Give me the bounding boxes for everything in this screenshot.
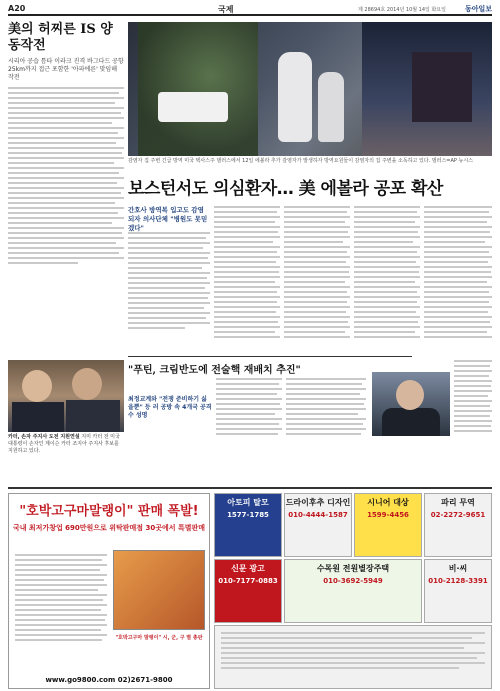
sweet-potato-image (113, 550, 205, 630)
ad-main-title: "호박고구마말랭이" 판매 폭발! (19, 504, 199, 519)
ad-cell-phone: 010-7177-0883 (218, 577, 278, 585)
ad-cell-title: 시니어 대상 (367, 498, 409, 507)
main-body-col-2 (214, 206, 280, 341)
ad-cell-phone: 010-2128-3391 (428, 577, 488, 585)
putin-headline: "푸틴, 크림반도에 전술핵 재배치 추진" (128, 365, 301, 376)
ad-main-subtitle (9, 523, 209, 533)
main-body-col-1 (128, 232, 210, 332)
carter-caption-title: 카터, 손자 주지사 도전 지원연설 (8, 434, 80, 440)
main-headline: 보스턴서도 의심환자… 美 에볼라 공포 확산 (128, 179, 443, 199)
ad-cell-title: 수목원 전원별장주택 (316, 564, 390, 573)
main-photo-caption: 감염자 집 주변 긴급 방역 미국 텍사스주 댈러스에서 12일 에볼라 추가 감염자가 발생하자 방역요원들이 감염자의 집 주변을 소독하고 있다. 댈러스=AP 뉴시스 (128, 158, 474, 164)
main-body-col-3 (284, 206, 350, 341)
carter-caption-text: 지미 카터 전 미국 대통령이 손자인 제이슨 카터 조지아 주지사 후보를 지원하고 있다. (8, 434, 120, 454)
ad-cell-phone: 1599-4456 (367, 511, 409, 519)
putin-subhead: 최정교계와 "전쟁 준비하기 싫을뿐" 등 러 공방 속 4개국 공격수 성명 (128, 396, 212, 419)
ad-cell-arboretum[interactable] (284, 559, 422, 623)
ad-main-body (15, 554, 107, 644)
left-subhead: 시리아 공습 틈타 이라크 진격 바그다드 공항 25km까지 접근 포함한 '아파에른' 맞임해 작전 (8, 58, 124, 81)
advertisement-section (8, 487, 492, 687)
sweet-potato-ad[interactable] (8, 493, 210, 689)
ad-cell-newspaper[interactable] (214, 559, 282, 623)
left-body-text (8, 87, 124, 264)
ad-cell-title: 아토피 탈모 (227, 498, 269, 507)
ad-cell-phone: 1577-1785 (227, 511, 269, 519)
putin-photo (372, 372, 450, 436)
putin-body-col-2 (286, 378, 366, 438)
ad-cell-senior[interactable] (354, 493, 422, 557)
left-headline: 美의 허찌른 IS 양동작전 (8, 22, 113, 53)
ad-main-contact: www.go9800.com 02)2671-9800 (45, 676, 173, 684)
ad-cell-title: 드라이후추 디자인 (285, 498, 351, 507)
left-story (8, 22, 124, 267)
ad-main-sub-text: 국내 최저가창업 690만원으로 위탁판매점 30곳에서 특별판매 (12, 524, 206, 532)
issue-info: 제 28694호 2014년 10월 14일 화요일 (358, 7, 446, 13)
section-title: 국제 (218, 5, 234, 14)
ad-cell-trade[interactable] (424, 493, 492, 557)
page-number: A20 (8, 4, 26, 13)
carter-caption (8, 434, 124, 455)
main-photo-hazmat (128, 22, 492, 156)
ad-cell-title: 비·씨 (448, 564, 468, 573)
side-brief-col (454, 360, 492, 435)
main-body-col-5 (424, 206, 492, 341)
classified-ads-grid (214, 493, 492, 689)
main-subhead: 간호사 방역복 입고도 감염되자 의사단체 "병원도 못믿겠다" (128, 206, 208, 232)
ad-cell-filler (214, 625, 492, 689)
ad-cell-phone: 02-2272-9651 (430, 511, 486, 519)
ad-cell-title: 신문 광고 (231, 564, 265, 573)
ad-cell-bc[interactable] (424, 559, 492, 623)
ad-cell-phone: 010-3692-5949 (323, 577, 383, 585)
ad-cell-phone: 010-4444-1587 (288, 511, 348, 519)
ad-image-caption: "호박고구마 말랭이" 시, 군, 구 별 총판 (115, 635, 203, 641)
putin-body-col-1 (216, 378, 282, 438)
carter-photo (8, 360, 124, 432)
ad-cell-title: 파리 무역 (441, 498, 475, 507)
ad-cell-design[interactable] (284, 493, 352, 557)
paper-name: 동아일보 (464, 5, 492, 13)
ad-cell-atopy[interactable] (214, 493, 282, 557)
masthead (8, 4, 492, 16)
main-body-col-4 (354, 206, 420, 341)
